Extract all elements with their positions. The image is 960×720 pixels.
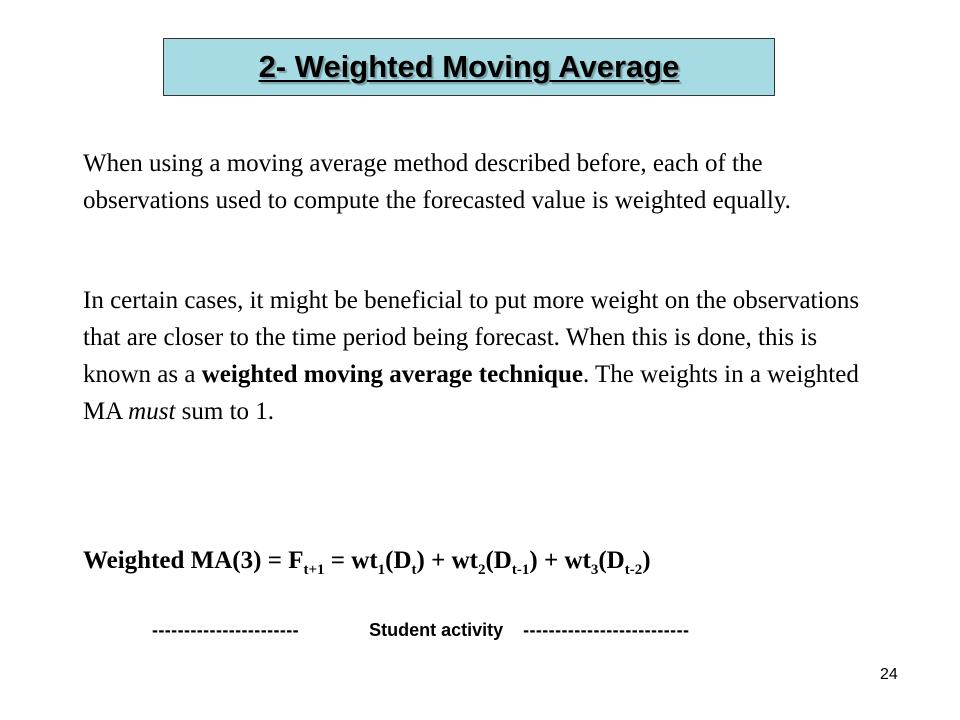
activity-left-dashes: -----------------------	[152, 620, 300, 640]
slide-title: 2- Weighted Moving Average	[258, 49, 680, 84]
page-number: 24	[880, 666, 898, 683]
paragraph-2-middle: . The weights in a weighted MA	[83, 361, 859, 425]
formula-sub-t: t	[411, 562, 417, 578]
formula-d2-open: (D	[485, 547, 512, 574]
weighted-ma-formula	[83, 544, 651, 578]
paragraph-2-before: In certain cases, it might be beneficial to put more weight on the observations that are closer to the time period being forecast. When this is done, this is known as a	[83, 287, 860, 388]
formula-sub-t-minus-1: t-1	[511, 562, 530, 578]
formula-sub-t-plus-1: t+1	[303, 562, 325, 578]
formula-sub-3: 3	[590, 562, 599, 578]
paragraph-2-bold-term: weighted moving average technique	[201, 361, 583, 388]
formula-lhs: Weighted MA(3) = F	[83, 547, 304, 574]
formula-d2-close: ) + wt	[529, 547, 591, 574]
formula-sub-2: 2	[477, 562, 486, 578]
formula-eq: = wt	[324, 547, 378, 574]
formula-sub-1: 1	[377, 562, 386, 578]
formula-d3-open: (D	[598, 547, 625, 574]
title-box	[163, 38, 775, 96]
formula-d1-close: ) + wt	[416, 547, 478, 574]
formula-d1-open: (D	[385, 547, 412, 574]
formula-sub-t-minus-2: t-2	[624, 562, 643, 578]
paragraph-2	[83, 282, 883, 430]
formula-d3-close: )	[642, 547, 651, 574]
activity-right-dashes: --------------------------	[523, 620, 690, 640]
student-activity-label: Student activity	[369, 620, 504, 640]
paragraph-2-after: sum to 1.	[175, 398, 275, 425]
paragraph-2-italic-must: must	[128, 398, 176, 425]
paragraph-1: When using a moving average method described before, each of the observations used to compute the forecasted value is weighted equally.	[83, 150, 791, 214]
student-activity-divider	[152, 620, 689, 641]
